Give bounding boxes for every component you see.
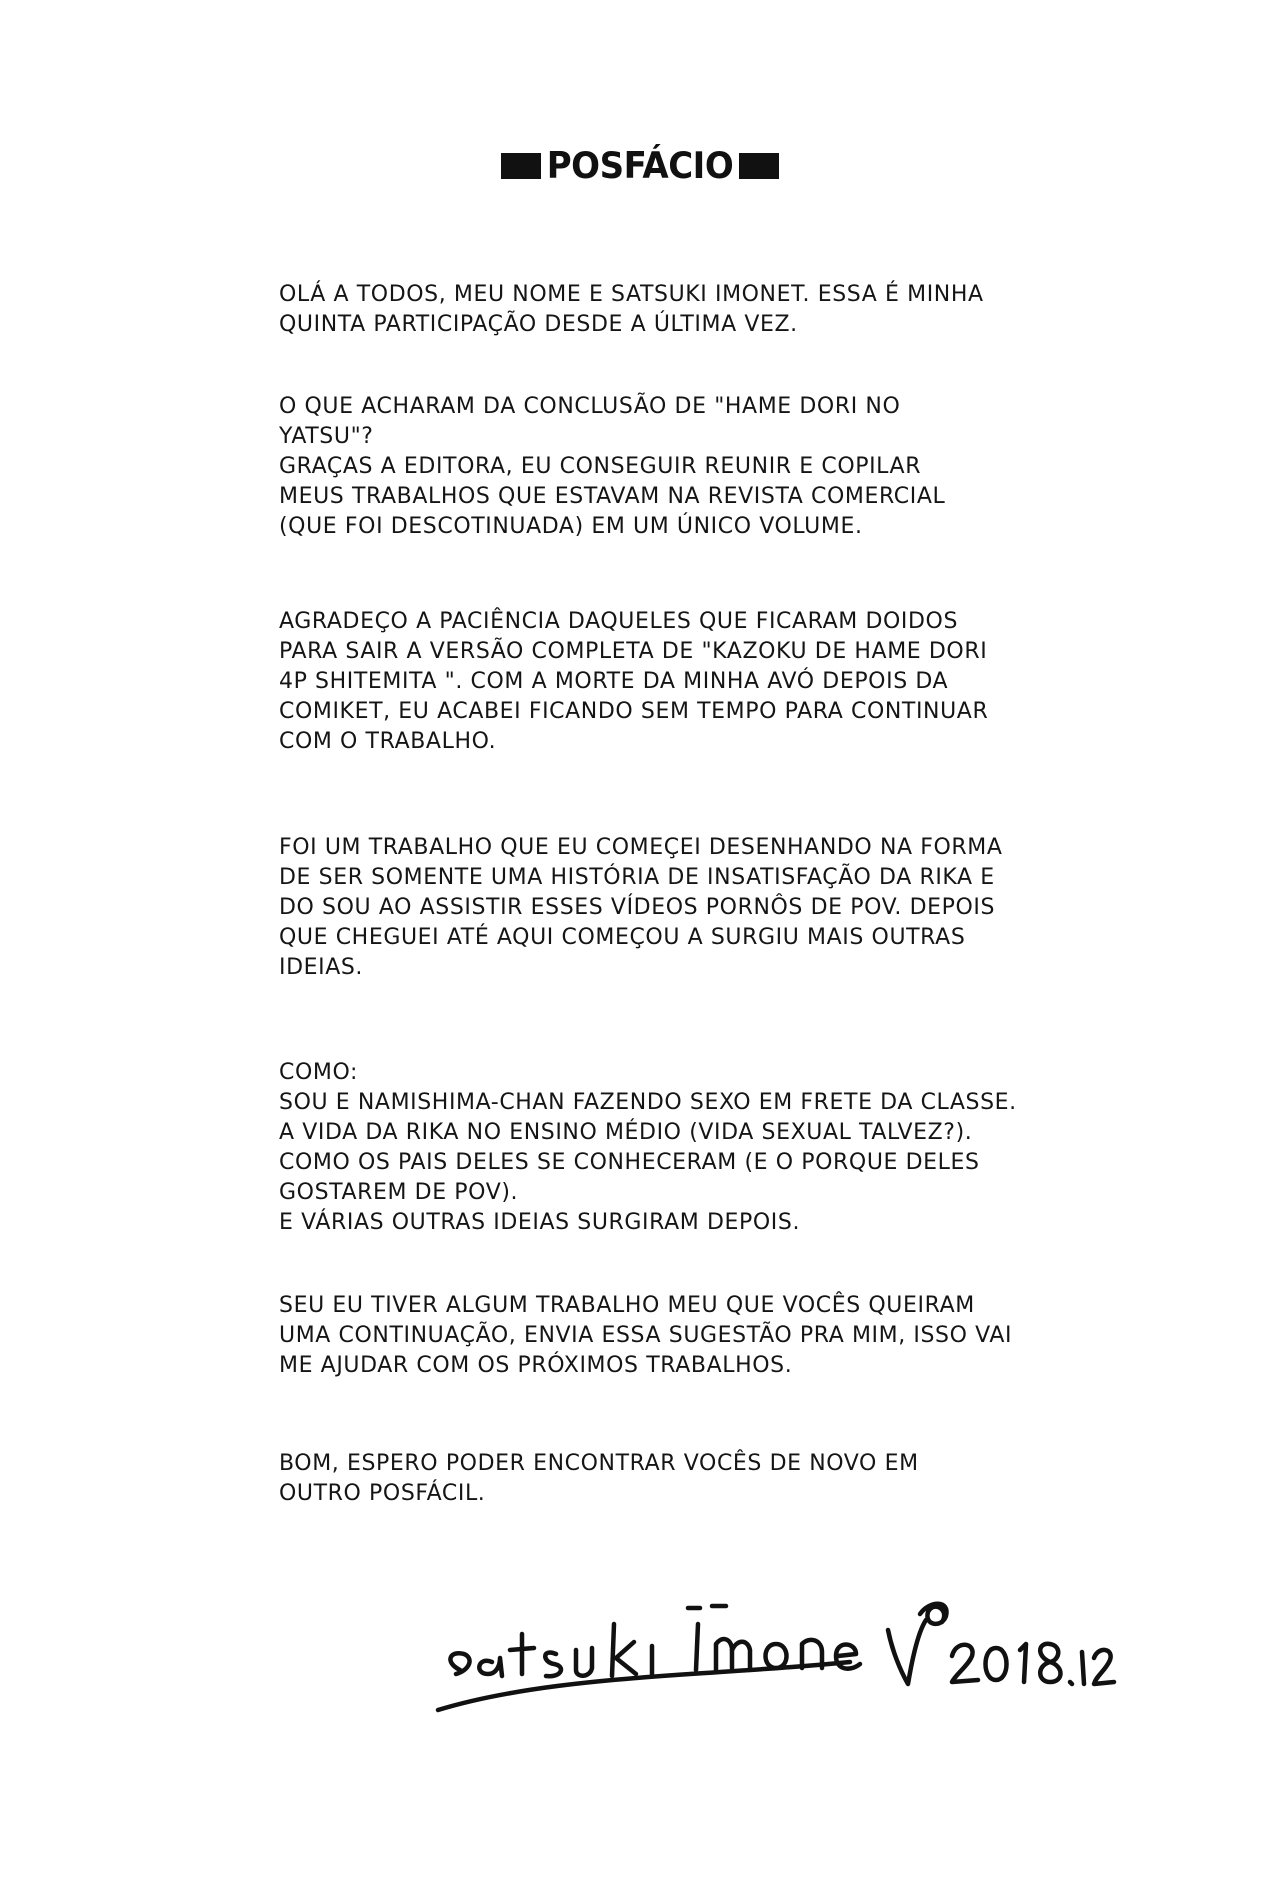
paragraph-ideas: COMO: SOU E NAMISHIMA-CHAN FAZENDO SEXO EM FRETE DA CLASSE. A VIDA DA RIKA NO ENSINO MÉDIO (VIDA SEXUAL TALVEZ?). COMO OS PAIS DELES SE CONHECERAM (E O PORQUE DELES GOSTAREM DE POV). E VÁRIAS OUTRAS IDEIAS SURGIRAM DEPOIS. [279, 1060, 1017, 1235]
title-block [0, 146, 1280, 186]
paragraph-farewell: BOM, ESPERO PODER ENCONTRAR VOCÊS DE NOVO EM OUTRO POSFÁCIL. [279, 1451, 919, 1506]
page-title: POSFÁCIO [546, 144, 734, 188]
paragraph-conclusion: O QUE ACHARAM DA CONCLUSÃO DE "HAME DORI NO YATSU"? GRAÇAS A EDITORA, EU CONSEGUIR REUNIR E COPILAR MEUS TRABALHOS QUE ESTAVAM NA REVISTA COMERCIAL (QUE FOI DESCOTINUADA) EM UM ÚNICO VOLUME. [279, 394, 946, 539]
paragraph-origin: FOI UM TRABALHO QUE EU COMEÇEI DESENHANDO NA FORMA DE SER SOMENTE UMA HISTÓRIA DE INSATISFAÇÃO DA RIKA E DO SOU AO ASSISTIR ESSES VÍDEOS PORNÔS DE POV. DEPOIS QUE CHEGUEI ATÉ AQUI COMEÇOU A SURGIU MAIS OUTRAS IDEIAS. [279, 835, 1003, 980]
paragraph-greeting: OLÁ A TODOS, MEU NOME E SATSUKI IMONET. ESSA É MINHA QUINTA PARTICIPAÇÃO DESDE A ÚLTIMA VEZ. [279, 282, 984, 337]
handwritten-signature [430, 1570, 1120, 1730]
paragraph-suggestions: SEU EU TIVER ALGUM TRABALHO MEU QUE VOCÊS QUEIRAM UMA CONTINUAÇÃO, ENVIA ESSA SUGESTÃO PRA MIM, ISSO VAI ME AJUDAR COM OS PRÓXIMOS TRABALHOS. [279, 1293, 1013, 1378]
title-left-bar [501, 153, 541, 179]
paragraph-thanks: AGRADEÇO A PACIÊNCIA DAQUELES QUE FICARAM DOIDOS PARA SAIR A VERSÃO COMPLETA DE "KAZOKU DE HAME DORI 4P SHITEMITA ". COM A MORTE DA MINHA AVÓ DEPOIS DA COMIKET, EU ACABEI FICANDO SEM TEMPO PARA CONTINUAR COM O TRABALHO. [279, 609, 989, 754]
title-right-bar [739, 153, 779, 179]
